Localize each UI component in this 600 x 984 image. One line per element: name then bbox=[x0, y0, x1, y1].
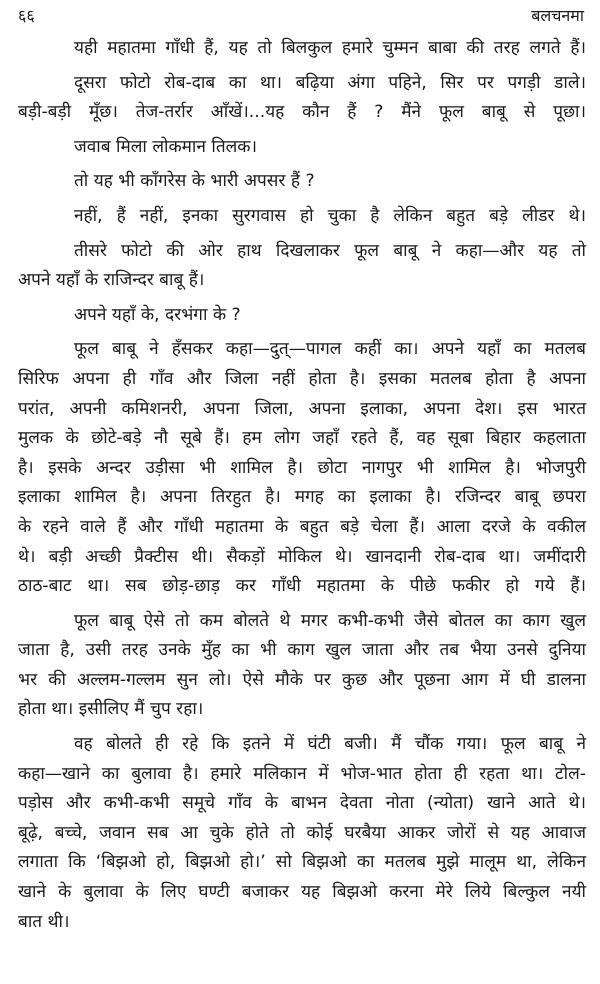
paragraph bbox=[18, 202, 586, 232]
text-line: वह बोलते ही रहे कि इतने में घंटी बजी। मैं चौंक गया। फूल बाबू ने bbox=[74, 734, 586, 755]
paragraph bbox=[18, 167, 586, 197]
page-number: ६६ bbox=[18, 6, 35, 25]
paragraph bbox=[18, 607, 586, 725]
text-line: मुलक के छोटे-बड़े नौ सूबे हैं। हम लोग जहाँ रहते हैं, वह सूबा बिहार कहलाता bbox=[18, 428, 586, 449]
text-line: जाता है, उसी तरह उनके मुँह का भी काग खुल जाता और तब भैया उनसे दुनिया bbox=[18, 640, 586, 661]
book-title: बलचनमा bbox=[531, 6, 584, 25]
text-line: तीसरे फोटो की ओर हाथ दिखलाकर फूल बाबू ने कहा—और यह तो bbox=[74, 240, 586, 261]
paragraph bbox=[18, 335, 586, 601]
text-line: इलाका शामिल है। अपना तिरहुत है। मगह का इलाका है। रजिन्दर बाबू छपरा bbox=[18, 487, 586, 508]
text-line: अपने यहाँ के राजिन्दर बाबू हैं। bbox=[18, 270, 205, 291]
text-line: बड़ी-बड़ी मूँछ। तेज-तर्रार आँखें।...यह कौन हैं ? मैंने फूल बाबू से पूछा। bbox=[18, 102, 586, 123]
text-line: सिरिफ अपना ही गाँव और जिला नहीं होता है। इसका मतलब होता है अपना bbox=[18, 368, 586, 389]
paragraph bbox=[18, 69, 586, 128]
text-line: भर की अल्लम-गल्लम सुन लो। ऐसे मौके पर कुछ और पूछना आग में घी डालना bbox=[18, 669, 586, 690]
paragraph bbox=[18, 237, 586, 296]
paragraph bbox=[18, 34, 586, 64]
text-line: यही महातमा गाँधी हैं, यह तो बिलकुल हमारे चुम्मन बाबा की तरह लगते हैं। bbox=[74, 38, 586, 58]
text-line: है। इसके अन्दर उड़ीसा भी शामिल है। छोटा नागपुर भी शामिल है। भोजपुरी bbox=[18, 457, 586, 478]
paragraph bbox=[18, 301, 586, 331]
text-line: दूसरा फोटो रोब-दाब का था। बढ़िया अंगा पहिने, सिर पर पगड़ी डाले। bbox=[74, 72, 586, 93]
page-body bbox=[18, 34, 586, 942]
text-line: खाने के बुलावा के लिए घण्टी बजाकर यह बिझओ करना मेरे लिये बिल्कुल नयी bbox=[18, 882, 586, 903]
text-line: ठाठ-बाट था। सब छोड़-छाड़ कर गाँधी महातमा के पीछे फकीर हो गये हैं। bbox=[18, 576, 586, 597]
text-line: बूढ़े, बच्चे, जवान सब आ चुके होते तो कोई घरबैया आकर जोरों से यह आवाज bbox=[18, 822, 586, 843]
text-line: थे। बड़ी अच्छी प्रैक्टीस थी। सैकड़ों मोकिल थे। खानदानी रोब-दाब था। जमींदारी bbox=[18, 546, 586, 567]
text-line: तो यह भी काँगरेस के भारी अपसर हैं ? bbox=[74, 171, 315, 192]
text-line: अपने यहाँ के, दरभंगा के ? bbox=[74, 304, 241, 325]
page-header bbox=[18, 4, 584, 30]
text-line: नहीं, हैं नहीं, इनका सुरगवास हो चुका है लेकिन बहुत बड़े लीडर थे। bbox=[74, 205, 586, 226]
text-line: फूल बाबू ने हँसकर कहा—दुत्—पागल कहीं का। अपने यहाँ का मतलब bbox=[74, 339, 586, 360]
text-line: जवाब मिला लोकमान तिलक। bbox=[74, 136, 257, 157]
text-line: के रहने वाले हैं और गाँधी महातमा के बहुत बड़े चेला हैं। आला दरजे के वकील bbox=[18, 516, 586, 537]
text-line: कहा—खाने का बुलावा है। हमारे मलिकान में भोज-भात होता ही रहता था। टोल- bbox=[18, 763, 586, 784]
text-line: पड़ोस और कभी-कभी समूचे गाँव के बाभन देवता नोता (न्योता) खाने आते थे। bbox=[18, 793, 586, 814]
text-line: बात थी। bbox=[18, 911, 70, 932]
text-line: फूल बाबू ऐसे तो कम बोलते थे मगर कभी-कभी जैसे बोतल का काग खुल bbox=[74, 610, 586, 631]
paragraph bbox=[18, 133, 586, 163]
text-line: परांत, अपनी कमिशनरी, अपना जिला, अपना इलाका, अपना देश। इस भारत bbox=[18, 398, 586, 419]
text-line: होता था। इसीलिए मैं चुप रहा। bbox=[18, 699, 204, 720]
text-line: लगाता कि ‘बिझओ हो, बिझओ हो।’ सो बिझओ का मतलब मुझे मालूम था, लेकिन bbox=[18, 852, 586, 873]
paragraph bbox=[18, 730, 586, 937]
